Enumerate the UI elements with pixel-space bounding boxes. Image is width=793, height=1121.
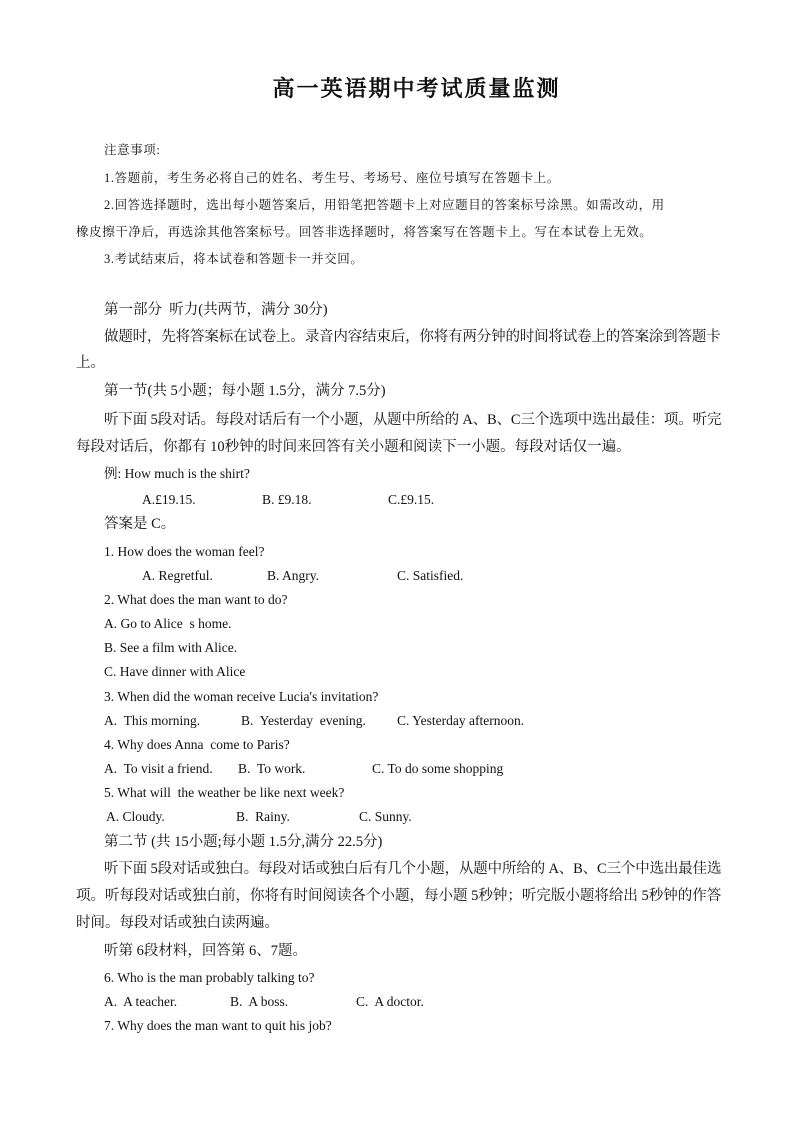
- question-5-option-c: C. Sunny.: [359, 809, 412, 824]
- section1-instruction-line-2: 每段对话后，你都有 10秒钟的时间来回答有关小题和阅读下一小题。每段对话仅一遍。: [76, 439, 631, 455]
- notice-item-3: 3.考试结束后，将本试卷和答题卡一并交回。: [104, 252, 364, 266]
- question-3-option-a: A. This morning.: [104, 713, 201, 728]
- question-3-option-c: C. Yesterday afternoon.: [397, 713, 525, 728]
- question-2-option-c: C. Have dinner with Alice: [104, 664, 246, 679]
- question-1: 1. How does the woman feel?: [104, 544, 265, 559]
- question-3: 3. When did the woman receive Lucia's invitation?: [104, 689, 379, 704]
- example-option-b: B. £9.18.: [262, 492, 312, 507]
- example-option-c: C.£9.15.: [388, 492, 435, 507]
- page-title: 高一英语期中考试质量监测: [272, 76, 561, 101]
- part1-instruction-line-1: 做题时，先将答案标在试卷上。录音内容结束后，你将有两分钟的时间将试卷上的答案涂到答题卡: [104, 329, 721, 345]
- notice-item-2-line-2: 橡皮擦干净后，再选涂其他答案标号。回答非选择题时，将答案写在答题卡上。写在本试卷上无效。: [76, 225, 653, 239]
- example-option-a: A.£19.15.: [142, 492, 196, 507]
- section2-instruction-line-3: 时间。每段对话或独白读两遍。: [76, 915, 279, 931]
- question-2: 2. What does the man want to do?: [104, 592, 288, 607]
- section1-heading: 第一节(共 5小题；每小题 1.5分，满分 7.5分): [104, 383, 386, 399]
- question-2-option-a: A. Go to Alice s home.: [104, 616, 232, 631]
- question-6-option-a: A. A teacher.: [104, 994, 178, 1009]
- question-1-option-b: B. Angry.: [267, 568, 320, 583]
- question-5-option-a: A. Cloudy.: [106, 809, 165, 824]
- notice-item-2-line-1: 2.回答选择题时，选出每小题答案后，用铅笔把答题卡上对应题目的答案标号涂黑。如需改动，用: [104, 198, 665, 212]
- material-6-instruction: 听第 6段材料，回答第 6、7题。: [104, 943, 307, 959]
- question-1-option-a: A. Regretful.: [142, 568, 213, 583]
- question-5: 5. What will the weather be like next week?: [104, 785, 345, 800]
- question-6: 6. Who is the man probably talking to?: [104, 970, 315, 985]
- question-4-option-c: C. To do some shopping: [372, 761, 504, 776]
- question-4: 4. Why does Anna come to Paris?: [104, 737, 290, 752]
- example-question: 例: How much is the shirt?: [104, 466, 250, 481]
- notice-item-1: 1.答题前，考生务必将自己的姓名、考生号、考场号、座位号填写在答题卡上。: [104, 171, 560, 185]
- question-6-option-b: B. A boss.: [230, 994, 289, 1009]
- question-5-option-b: B. Rainy.: [236, 809, 290, 824]
- example-answer: 答案是 C。: [104, 516, 176, 532]
- question-4-option-a: A. To visit a friend.: [104, 761, 213, 776]
- section1-instruction-line-1: 听下面 5段对话。每段对话后有一个小题，从题中所给的 A、B、C三个选项中选出最佳：项。听完: [104, 412, 722, 428]
- notice-heading: 注意事项:: [104, 143, 161, 157]
- part1-instruction-line-2: 上。: [76, 355, 105, 371]
- question-4-option-b: B. To work.: [238, 761, 306, 776]
- question-6-option-c: C. A doctor.: [356, 994, 424, 1009]
- section2-instruction-line-1: 听下面 5段对话或独白。每段对话或独白后有几个小题，从题中所给的 A、B、C三个中选出最佳选: [104, 861, 722, 877]
- question-7: 7. Why does the man want to quit his job?: [104, 1018, 332, 1033]
- part1-heading: 第一部分 听力(共两节，满分 30分): [104, 302, 328, 318]
- question-3-option-b: B. Yesterday evening.: [241, 713, 366, 728]
- section2-heading: 第二节 (共 15小题;每小题 1.5分,满分 22.5分): [104, 834, 383, 850]
- section2-instruction-line-2: 项。听每段对话或独白前，你将有时间阅读各个小题，每小题 5秒钟；听完版小题将给出 5秒钟的作答: [76, 888, 722, 904]
- question-1-option-c: C. Satisfied.: [397, 568, 464, 583]
- question-2-option-b: B. See a film with Alice.: [104, 640, 238, 655]
